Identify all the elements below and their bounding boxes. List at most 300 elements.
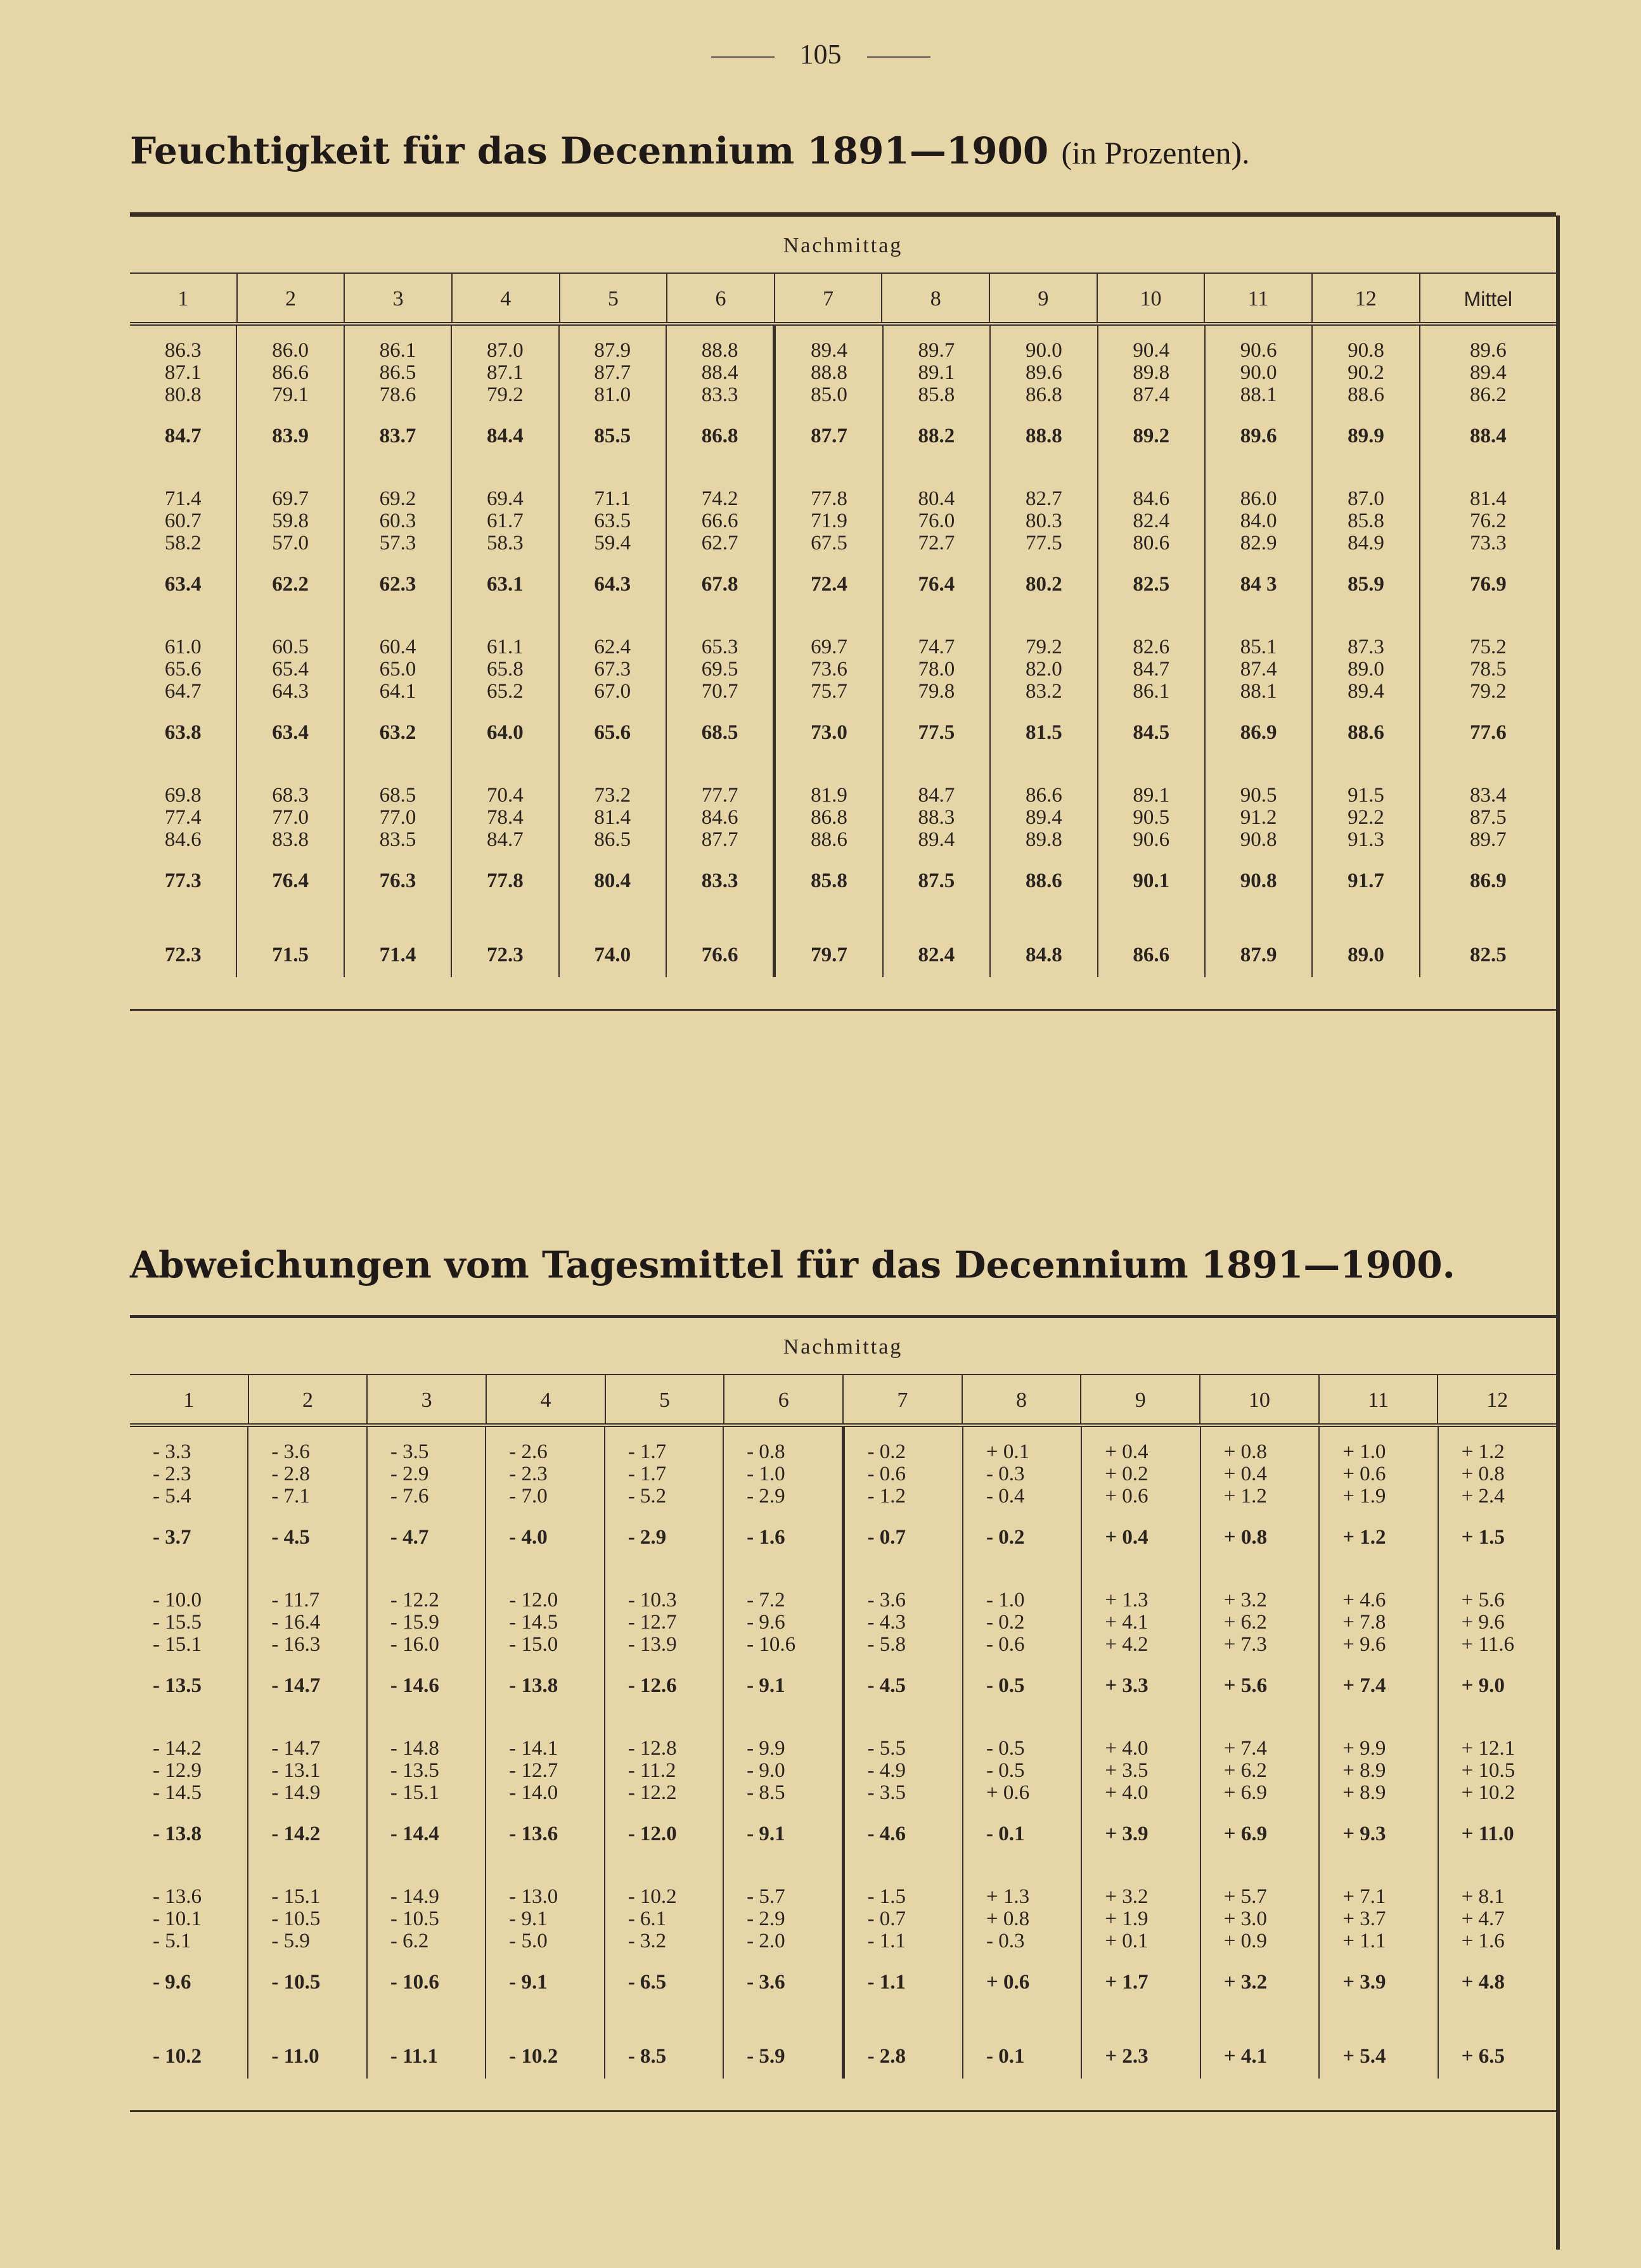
t1-cell: 89.1 — [918, 361, 955, 384]
t1-value-group — [1098, 488, 1204, 636]
t1-cell: 75.7 — [811, 680, 847, 703]
right-margin-rule — [1556, 215, 1560, 2250]
t1-decade-mean-cell: 82.4 — [918, 944, 955, 966]
t2-cell: - 10.5 — [271, 1907, 321, 1930]
t1-cell: 90.2 — [1348, 361, 1384, 384]
t1-cell: 85.8 — [1348, 509, 1384, 532]
t1-mean-cell: 64.0 — [486, 721, 524, 744]
t2-cell: - 4.3 — [867, 1611, 906, 1634]
t1-mean-cell: 87.7 — [811, 425, 847, 447]
t1-cell: 86.1 — [1133, 680, 1170, 703]
t2-cell: - 5.1 — [153, 1930, 191, 1952]
t2-mean-cell: + 3.9 — [1342, 1971, 1386, 1994]
t2-cell: - 1.5 — [867, 1885, 906, 1908]
t1-cell: 89.4 — [1348, 680, 1384, 703]
t2-cell: + 4.2 — [1105, 1633, 1149, 1656]
t1-cell: 68.3 — [272, 784, 309, 807]
t2-decade-mean-cell: - 2.8 — [867, 2045, 906, 2068]
t2-mean-cell: - 12.6 — [627, 1674, 677, 1697]
t1-cell: 67.5 — [811, 532, 847, 554]
t2-cell: - 3.2 — [627, 1930, 667, 1952]
t2-cell: - 6.2 — [390, 1930, 429, 1952]
t2-column — [247, 1427, 366, 2079]
t1-cell: 64.1 — [379, 680, 416, 703]
t2-cell: - 12.9 — [153, 1759, 202, 1782]
t1-cell: 84.6 — [1133, 487, 1170, 510]
t1-cell: 90.8 — [1240, 828, 1277, 851]
t1-cell: 69.8 — [164, 784, 202, 807]
t1-decade-mean-cell: 82.5 — [1469, 944, 1507, 966]
t2-cell: - 9.6 — [747, 1611, 785, 1634]
t1-mean-cell: 77.5 — [918, 721, 955, 744]
t1-cell: 64.3 — [272, 680, 309, 703]
t1-cell: 87.0 — [486, 339, 524, 362]
t1-cell: 69.5 — [701, 658, 738, 681]
t2-mean-cell: - 9.1 — [747, 1823, 785, 1845]
t2-column — [1438, 1427, 1556, 2079]
t2-cell: + 1.6 — [1461, 1930, 1505, 1952]
t1-cell: 86.5 — [379, 361, 416, 384]
t2-mean-cell: - 9.6 — [153, 1971, 191, 1994]
t2-cell: + 0.8 — [1223, 1440, 1267, 1463]
t1-decade-mean-cell: 86.6 — [1133, 944, 1170, 966]
t1-cell: 86.0 — [272, 339, 309, 362]
t2-cell: + 0.2 — [1105, 1463, 1149, 1485]
t1-mean-cell: 85.8 — [811, 869, 847, 892]
t1-value-group — [130, 785, 236, 933]
t2-cell: - 13.5 — [390, 1759, 439, 1782]
t2-mean-cell: - 13.5 — [153, 1674, 202, 1697]
t2-column — [485, 1427, 603, 2079]
t2-value-group — [153, 1589, 247, 1738]
t2-value-group — [1105, 1441, 1199, 1589]
t2-value-group — [153, 1738, 247, 1886]
t1-decade-mean-cell: 72.3 — [164, 944, 202, 966]
t2-cell: + 0.8 — [1461, 1463, 1505, 1485]
t1-mean-cell: 84 3 — [1240, 573, 1277, 596]
t2-cell: - 2.3 — [153, 1463, 191, 1485]
t2-mean-cell: - 4.0 — [509, 1526, 548, 1549]
humidity-table — [130, 212, 1556, 1015]
t1-cell: 87.5 — [1469, 806, 1507, 829]
t2-decade-mean-cell: - 11.0 — [271, 2045, 319, 2068]
t2-cell: - 13.1 — [271, 1759, 321, 1782]
t1-cell: 78.5 — [1469, 658, 1507, 681]
t2-cell: - 0.6 — [986, 1633, 1025, 1656]
t1-cell: 90.0 — [1240, 361, 1277, 384]
t2-cell: - 5.8 — [867, 1633, 906, 1656]
t1-cell: 60.4 — [379, 636, 416, 658]
t2-cell: - 2.9 — [747, 1907, 785, 1930]
t2-mean-cell: - 13.6 — [509, 1823, 558, 1845]
t1-value-group — [991, 488, 1097, 636]
t1-cell: 89.0 — [1348, 658, 1384, 681]
t1-cell: 81.9 — [811, 784, 847, 807]
t1-value-group — [130, 488, 236, 636]
t1-value-group — [991, 340, 1097, 488]
t1-cell: 84.0 — [1240, 509, 1277, 532]
t2-value-group — [628, 1589, 723, 1738]
t2-column — [723, 1427, 841, 2079]
t2-value-group — [986, 1589, 1081, 1738]
t1-column-header: 2 — [236, 274, 344, 322]
t1-column-header: 6 — [666, 274, 774, 322]
t2-value-group — [747, 1441, 841, 1589]
t1-column — [451, 326, 558, 977]
t1-mean-cell: 83.9 — [272, 425, 309, 447]
t2-value-group — [1105, 1886, 1199, 2034]
t2-value-group — [868, 1441, 962, 1589]
table2-title-text: Abweichungen vom Tagesmittel für das Decennium 1891—1900. — [130, 1243, 1455, 1286]
t2-cell: + 0.8 — [986, 1907, 1030, 1930]
t2-decade-mean-cell: - 11.1 — [390, 2045, 439, 2068]
t2-column — [962, 1427, 1081, 2079]
t2-cell: + 9.6 — [1461, 1611, 1505, 1634]
table1-bottom-rule — [130, 1009, 1556, 1011]
t2-mean-cell: + 4.8 — [1461, 1971, 1505, 1994]
t2-cell: - 2.9 — [747, 1485, 785, 1508]
t2-mean-cell: - 4.6 — [867, 1823, 906, 1845]
table2-header-row — [130, 1375, 1556, 1427]
t2-cell: + 4.6 — [1342, 1589, 1386, 1611]
t2-cell: - 1.0 — [986, 1589, 1025, 1611]
t1-mean-cell: 88.8 — [1025, 425, 1062, 447]
t1-cell: 85.8 — [918, 383, 955, 406]
t2-mean-cell: - 9.1 — [509, 1971, 548, 1994]
t1-mean-cell: 81.5 — [1025, 721, 1062, 744]
t2-cell: - 4.9 — [867, 1759, 906, 1782]
t1-cell: 86.5 — [594, 828, 631, 851]
t2-column-header: 5 — [605, 1375, 724, 1423]
t1-cell: 88.8 — [811, 361, 847, 384]
t2-value-group — [509, 1738, 603, 1886]
t1-cell: 91.5 — [1348, 784, 1384, 807]
t1-value-group — [452, 785, 558, 933]
t1-value-group — [667, 340, 773, 488]
t1-cell: 77.8 — [811, 487, 847, 510]
t1-cell: 70.7 — [701, 680, 738, 703]
t1-cell: 90.0 — [1025, 339, 1062, 362]
t2-cell: + 1.1 — [1342, 1930, 1386, 1952]
t2-value-group — [509, 1441, 603, 1589]
t2-cell: - 2.8 — [271, 1463, 310, 1485]
t2-column-header: 11 — [1318, 1375, 1438, 1423]
t1-cell: 90.5 — [1240, 784, 1277, 807]
t1-mean-cell: 72.4 — [811, 573, 847, 596]
t1-cell: 91.2 — [1240, 806, 1277, 829]
t1-cell: 86.8 — [1025, 383, 1062, 406]
t2-value-group — [1224, 1738, 1318, 1886]
t1-value-group — [776, 636, 882, 785]
t2-column-header: 9 — [1080, 1375, 1199, 1423]
t2-cell: + 4.0 — [1105, 1781, 1149, 1804]
t1-cell: 87.1 — [164, 361, 202, 384]
t2-column — [1318, 1427, 1437, 2079]
t2-cell: - 12.2 — [390, 1589, 439, 1611]
t1-cell: 63.5 — [594, 509, 631, 532]
t1-value-group — [667, 488, 773, 636]
t1-mean-cell: 90.1 — [1133, 869, 1170, 892]
t2-value-group — [153, 1886, 247, 2034]
page-number — [0, 37, 1641, 72]
t2-value-group — [747, 1738, 841, 1886]
t2-cell: + 8.1 — [1461, 1885, 1505, 1908]
t2-cell: + 12.1 — [1461, 1737, 1516, 1760]
t2-cell: + 4.1 — [1105, 1611, 1149, 1634]
t2-cell: - 2.0 — [747, 1930, 785, 1952]
t1-cell: 61.1 — [486, 636, 524, 658]
t2-value-group — [271, 1738, 366, 1886]
t2-value-group — [1224, 1886, 1318, 2034]
t2-column-header: 6 — [723, 1375, 842, 1423]
t2-cell: - 14.5 — [153, 1781, 202, 1804]
t1-cell: 73.2 — [594, 784, 631, 807]
t2-mean-cell: + 9.0 — [1461, 1674, 1505, 1697]
t2-value-group — [1105, 1589, 1199, 1738]
t1-cell: 83.4 — [1469, 784, 1507, 807]
t2-cell: + 5.7 — [1223, 1885, 1267, 1908]
t2-column-header: 12 — [1437, 1375, 1556, 1423]
t1-cell: 71.4 — [164, 487, 202, 510]
t2-cell: - 3.6 — [271, 1440, 310, 1463]
t1-cell: 86.8 — [811, 806, 847, 829]
t2-value-group — [1342, 1886, 1437, 2034]
t1-cell: 89.6 — [1025, 361, 1062, 384]
t2-value-group — [1342, 1589, 1437, 1738]
t2-cell: - 3.3 — [153, 1440, 191, 1463]
t2-cell: - 0.7 — [867, 1907, 906, 1930]
t1-cell: 60.7 — [164, 509, 202, 532]
t1-cell: 79.8 — [918, 680, 955, 703]
t2-column-header: 10 — [1199, 1375, 1318, 1423]
t2-cell: - 14.5 — [509, 1611, 558, 1634]
t2-value-group — [868, 1738, 962, 1886]
t2-cell: + 0.1 — [986, 1440, 1030, 1463]
t2-value-group — [1462, 1886, 1556, 2034]
t1-cell: 71.1 — [594, 487, 631, 510]
t1-column-header: 5 — [559, 274, 667, 322]
t1-cell: 87.4 — [1240, 658, 1277, 681]
t1-column-header: 8 — [881, 274, 989, 322]
t1-cell: 62.7 — [701, 532, 738, 554]
t2-decade-mean-cell: + 6.5 — [1461, 2045, 1505, 2068]
t1-cell: 73.3 — [1469, 532, 1507, 554]
t2-cell: - 15.0 — [509, 1633, 558, 1656]
t1-cell: 86.0 — [1240, 487, 1277, 510]
t2-mean-cell: - 12.0 — [627, 1823, 677, 1845]
t2-cell: + 3.0 — [1223, 1907, 1267, 1930]
t1-cell: 84.6 — [701, 806, 738, 829]
t2-cell: - 14.7 — [271, 1737, 321, 1760]
t1-value-group — [1206, 636, 1311, 785]
t1-value-group — [667, 636, 773, 785]
t2-cell: - 14.8 — [390, 1737, 439, 1760]
t1-cell: 90.6 — [1240, 339, 1277, 362]
t2-value-group — [1105, 1738, 1199, 1886]
t2-value-group — [1342, 1441, 1437, 1589]
t2-mean-cell: - 6.5 — [627, 1971, 667, 1994]
t2-cell: - 9.0 — [747, 1759, 785, 1782]
t1-cell: 86.6 — [272, 361, 309, 384]
t1-mean-cell: 86.9 — [1469, 869, 1507, 892]
t2-cell: + 9.6 — [1342, 1633, 1386, 1656]
t1-cell: 92.2 — [1348, 806, 1384, 829]
t1-cell: 89.7 — [1469, 828, 1507, 851]
t2-value-group — [868, 1886, 962, 2034]
t1-mean-cell: 76.4 — [918, 573, 955, 596]
t2-mean-cell: + 6.9 — [1223, 1823, 1268, 1845]
t2-cell: - 14.1 — [509, 1737, 558, 1760]
t1-value-group — [1313, 785, 1419, 933]
t1-cell: 84.7 — [1133, 658, 1170, 681]
t1-cell: 59.8 — [272, 509, 309, 532]
t2-decade-mean-cell: + 2.3 — [1105, 2045, 1149, 2068]
t2-value-group — [390, 1886, 485, 2034]
t2-cell: - 3.5 — [390, 1440, 429, 1463]
t2-column — [366, 1427, 485, 2079]
t1-cell: 83.3 — [701, 383, 738, 406]
t2-cell: - 3.6 — [867, 1589, 906, 1611]
t2-mean-cell: - 13.8 — [509, 1674, 558, 1697]
t1-mean-cell: 63.1 — [486, 573, 524, 596]
t1-value-group — [1098, 785, 1204, 933]
t1-cell: 88.1 — [1240, 383, 1277, 406]
t2-column-header: 1 — [183, 1388, 195, 1412]
t2-decade-mean-cell: - 5.9 — [747, 2045, 785, 2068]
t2-cell: - 10.6 — [747, 1633, 796, 1656]
t1-decade-mean-cell: 79.7 — [811, 944, 847, 966]
t1-cell: 80.3 — [1025, 509, 1062, 532]
t2-cell: - 13.6 — [153, 1885, 202, 1908]
t1-cell: 86.2 — [1469, 383, 1507, 406]
t1-cell: 77.5 — [1025, 532, 1062, 554]
t1-cell: 80.8 — [164, 383, 202, 406]
t2-cell: - 5.4 — [153, 1485, 191, 1508]
t2-mean-cell: + 7.4 — [1342, 1674, 1386, 1697]
t1-mean-cell: 80.2 — [1025, 573, 1062, 596]
t1-column — [1419, 326, 1556, 977]
t2-mean-cell: - 3.6 — [747, 1971, 785, 1994]
t2-cell: - 5.7 — [747, 1885, 785, 1908]
t2-cell: + 6.2 — [1223, 1611, 1267, 1634]
t1-value-group — [130, 636, 236, 785]
t1-cell: 65.3 — [701, 636, 738, 658]
t1-mean-cell: 77.8 — [486, 869, 524, 892]
t1-value-group — [1206, 785, 1311, 933]
t2-decade-mean-cell: - 10.2 — [509, 2045, 558, 2068]
t1-cell: 86.6 — [1025, 784, 1062, 807]
t1-cell: 87.7 — [701, 828, 738, 851]
t1-column — [236, 326, 343, 977]
t2-mean-cell: - 2.9 — [627, 1526, 667, 1549]
table2-body — [130, 1427, 1556, 2079]
t2-mean-cell: - 0.2 — [986, 1526, 1025, 1549]
t1-mean-cell: 88.6 — [1348, 721, 1384, 744]
t2-value-group — [986, 1441, 1081, 1589]
t1-mean-cell: 63.8 — [164, 721, 202, 744]
t1-value-group — [1420, 785, 1556, 933]
t1-cell: 61.0 — [164, 636, 202, 658]
t2-value-group — [271, 1589, 366, 1738]
t1-decade-mean-cell: 84.8 — [1025, 944, 1062, 966]
t2-cell: - 15.1 — [153, 1633, 202, 1656]
t2-cell: - 0.2 — [867, 1440, 906, 1463]
t2-cell: - 1.7 — [627, 1440, 667, 1463]
t1-value-group — [560, 340, 666, 488]
t1-cell: 70.4 — [486, 784, 524, 807]
t1-column — [1204, 326, 1311, 977]
t1-cell: 65.2 — [486, 680, 524, 703]
t1-mean-cell: 63.4 — [164, 573, 202, 596]
t2-mean-cell: - 1.1 — [867, 1971, 906, 1994]
t1-cell: 76.0 — [918, 509, 955, 532]
t1-column — [882, 326, 989, 977]
t2-mean-cell: - 0.5 — [986, 1674, 1025, 1697]
t1-mean-cell: 76.3 — [379, 869, 416, 892]
t2-cell: - 16.0 — [390, 1633, 439, 1656]
t1-cell: 73.6 — [811, 658, 847, 681]
t1-mean-cell: 88.4 — [1469, 425, 1507, 447]
t1-cell: 75.2 — [1469, 636, 1507, 658]
t1-cell: 58.2 — [164, 532, 202, 554]
t1-cell: 79.2 — [486, 383, 524, 406]
t2-column — [130, 1427, 247, 2079]
t1-mean-cell: 88.6 — [1025, 869, 1062, 892]
t2-column-header: 7 — [842, 1375, 962, 1423]
t1-cell: 83.2 — [1025, 680, 1062, 703]
t1-cell: 76.2 — [1469, 509, 1507, 532]
t2-cell: - 12.7 — [509, 1759, 558, 1782]
t1-cell: 83.5 — [379, 828, 416, 851]
t2-cell: - 7.2 — [747, 1589, 785, 1611]
t1-mean-cell: 77.6 — [1469, 721, 1507, 744]
t2-mean-cell: + 0.8 — [1223, 1526, 1268, 1549]
t1-value-group — [1098, 340, 1204, 488]
t2-column — [1200, 1427, 1318, 2079]
t1-decade-mean-cell: 71.5 — [272, 944, 309, 966]
t1-column — [989, 326, 1097, 977]
t2-cell: - 10.0 — [153, 1589, 202, 1611]
t2-cell: + 8.9 — [1342, 1781, 1386, 1804]
t1-cell: 87.7 — [594, 361, 631, 384]
t2-cell: - 7.1 — [271, 1485, 310, 1508]
t1-value-group — [776, 488, 882, 636]
t2-cell: - 0.6 — [867, 1463, 906, 1485]
table2-title — [130, 1242, 1455, 1288]
t1-decade-mean-cell: 76.6 — [701, 944, 738, 966]
t2-mean-cell: + 0.6 — [986, 1971, 1030, 1994]
t2-value-group — [628, 1738, 723, 1886]
t1-value-group — [1313, 340, 1419, 488]
t2-cell: + 4.7 — [1461, 1907, 1505, 1930]
t2-cell: - 15.5 — [153, 1611, 202, 1634]
t1-value-group — [452, 340, 558, 488]
t1-cell: 71.9 — [811, 509, 847, 532]
t2-cell: - 0.3 — [986, 1930, 1025, 1952]
t1-mean-cell: 83.3 — [701, 869, 738, 892]
t1-cell: 77.4 — [164, 806, 202, 829]
t1-value-group — [1098, 636, 1204, 785]
t1-value-group — [776, 340, 882, 488]
t1-cell: 84.9 — [1348, 532, 1384, 554]
t1-value-group — [1206, 488, 1311, 636]
t2-cell: - 5.0 — [509, 1930, 548, 1952]
t1-mean-cell: 82.5 — [1133, 573, 1170, 596]
t1-cell: 90.8 — [1348, 339, 1384, 362]
t2-value-group — [271, 1441, 366, 1589]
t2-cell: - 2.9 — [390, 1463, 429, 1485]
t2-cell: + 6.2 — [1223, 1759, 1267, 1782]
